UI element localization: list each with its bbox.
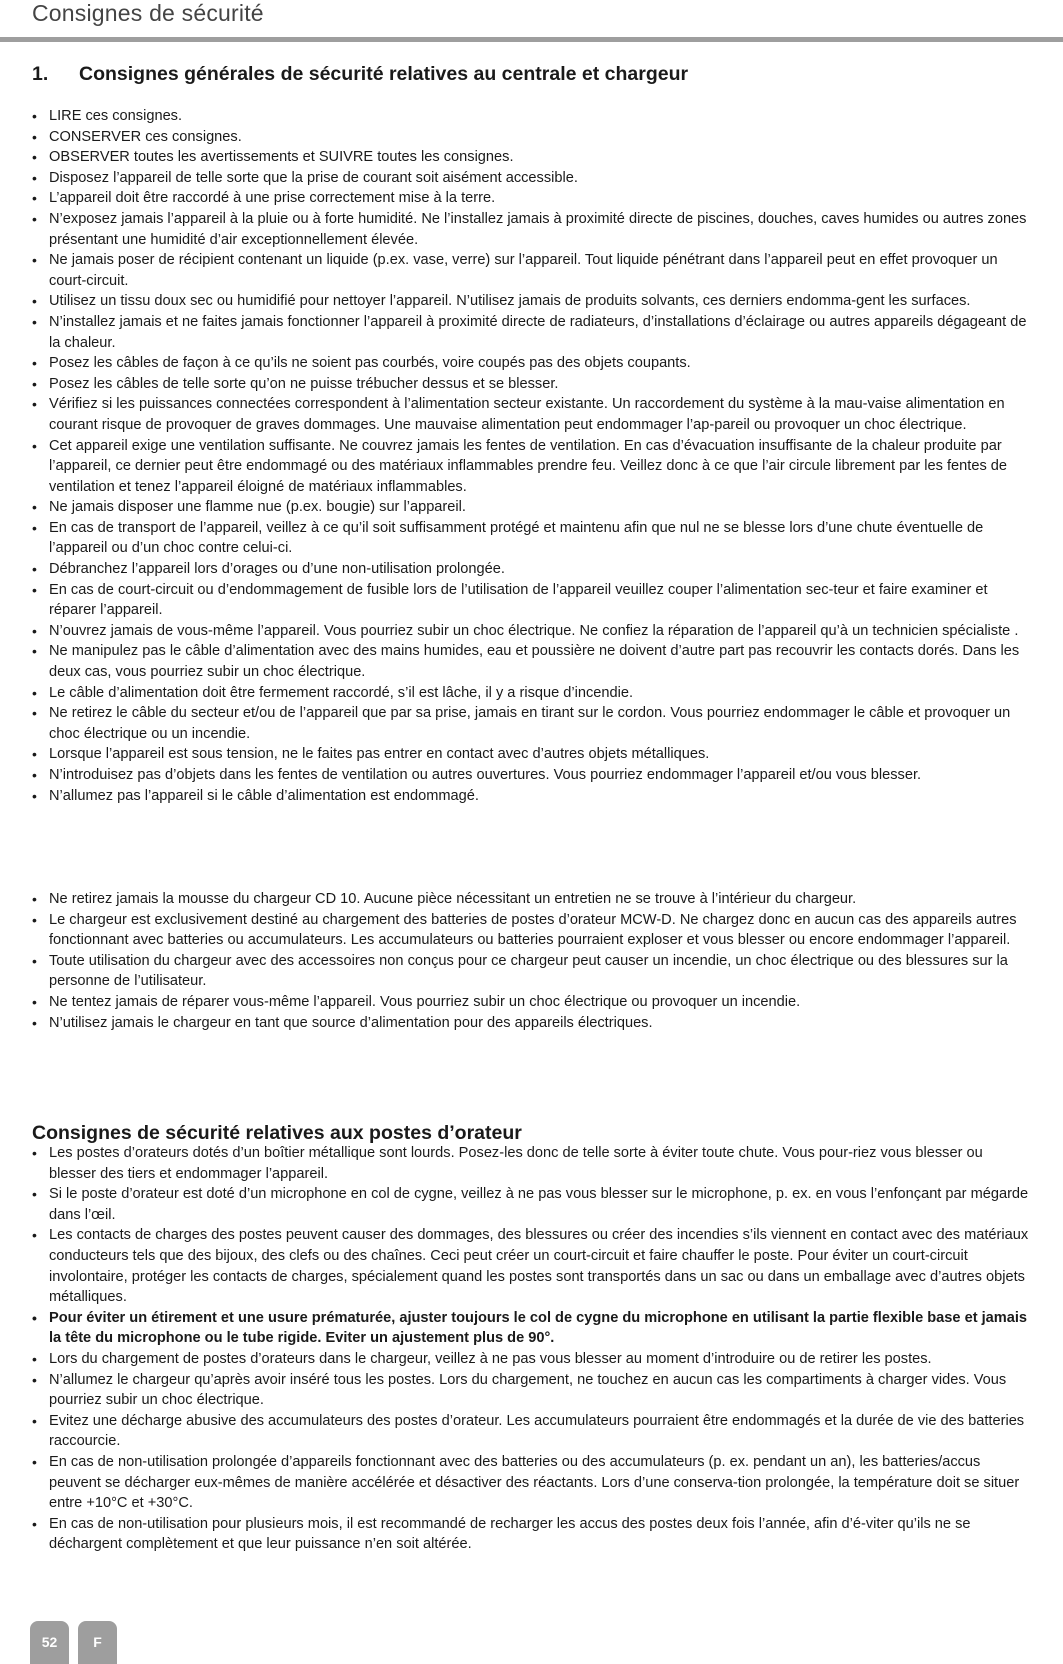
charger-safety-list bbox=[32, 889, 1031, 1033]
section-number: 1. bbox=[32, 63, 49, 85]
list-item: • Lors du chargement de postes d’orateurs dans le chargeur, veillez à ne pas vous blesser au moment d’introduire ou de retirer les postes. bbox=[32, 1349, 1031, 1370]
list-item: • Toute utilisation du chargeur avec des accessoires non conçus pour ce chargeur peut causer un incendie, un choc électrique ou des blessures sur la personne de l’utilisateur. bbox=[32, 951, 1031, 992]
list-item: • Lorsque l’appareil est sous tension, ne le faites pas entrer en contact avec d’autres objets métalliques. bbox=[32, 744, 1031, 765]
list-item: • N’allumez pas l’appareil si le câble d’alimentation est endommagé. bbox=[32, 786, 1031, 807]
list-item: • Ne retirez jamais la mousse du chargeur CD 10. Aucune pièce nécessitant un entretien ne se trouve à l’intérieur du chargeur. bbox=[32, 889, 1031, 910]
list-item: • Le chargeur est exclusivement destiné au chargement des batteries de postes d’orateur MCW-D. Ne chargez donc en aucun cas des appareils autres fonctionnant avec batteries ou accumulateurs. Les accumulateurs ou batteries pourraient exploser et vous blesser ou encore endommager l’appareil. bbox=[32, 910, 1031, 951]
list-item: • N’utilisez jamais le chargeur en tant que source d’alimentation pour des appareils électriques. bbox=[32, 1013, 1031, 1034]
list-item-bold-warning: • Pour éviter un étirement et une usure prématurée, ajuster toujours le col de cygne du microphone en utilisant la partie flexible base et jamais la tête du microphone ou le tube rigide. Eviter un ajustement plus de 90°. bbox=[32, 1308, 1031, 1349]
list-item: • En cas de non-utilisation prolongée d’appareils fonctionnant avec des batteries ou des accumulateurs (p. ex. pendant un an), les batteries/accus peuvent se décharger eux-mêmes de manière accélérée et désactiver des réactants. Lors d’une conserva-tion prolongée, la température doit se situer entre +10°C et +30°C. bbox=[32, 1452, 1031, 1514]
list-item: • CONSERVER ces consignes. bbox=[32, 127, 1031, 148]
list-item: • Posez les câbles de façon à ce qu’ils ne soient pas courbés, voire coupés pas des objets coupants. bbox=[32, 353, 1031, 374]
list-item: • Ne manipulez pas le câble d’alimentation avec des mains humides, eau et poussière ne doivent d’autre part pas recouvrir les contacts dorés. Dans les deux cas, vous pourriez subir un choc électrique. bbox=[32, 641, 1031, 682]
list-item: • N’introduisez pas d’objets dans les fentes de ventilation ou autres ouvertures. Vous pourriez endommager l’appareil et/ou vous blesser. bbox=[32, 765, 1031, 786]
page-number-badge: 52 bbox=[30, 1621, 69, 1664]
general-safety-list bbox=[32, 106, 1031, 806]
list-item: • Le câble d’alimentation doit être fermement raccordé, s’il est lâche, il y a risque d’incendie. bbox=[32, 683, 1031, 704]
list-item: • En cas de non-utilisation pour plusieurs mois, il est recommandé de recharger les accus des postes deux fois l’année, afin d’é-viter qu’ils ne se déchargent complètement et que leur puissance n’en soit altérée. bbox=[32, 1514, 1031, 1555]
list-item: • En cas de transport de l’appareil, veillez à ce qu’il soit suffisamment protégé et maintenu afin que nul ne se blesse lors d’une chute éventuelle de l’appareil ou d’un choc contre celui-ci. bbox=[32, 518, 1031, 559]
section-title-text: Consignes générales de sécurité relatives au centrale et chargeur bbox=[79, 63, 689, 85]
language-badge: F bbox=[78, 1621, 117, 1664]
list-item: • Les contacts de charges des postes peuvent causer des dommages, des blessures ou créer des incendies s’ils viennent en contact avec des matériaux conducteurs tels que des bijoux, des clefs ou des chaînes. Ceci peut créer un court-circuit et faire chauffer le poste. Pour éviter un court-circuit involontaire, protéger les contacts de charges, spécialement quand les postes sont transportés dans un sac ou dans un emballage avec d’autres objets métalliques. bbox=[32, 1225, 1031, 1307]
list-item: • Ne tentez jamais de réparer vous-même l’appareil. Vous pourriez subir un choc électrique ou provoquer un incendie. bbox=[32, 992, 1031, 1013]
list-item: • Posez les câbles de telle sorte qu’on ne puisse trébucher dessus et se blesser. bbox=[32, 374, 1031, 395]
list-item: • N’installez jamais et ne faites jamais fonctionner l’appareil à proximité directe de radiateurs, d’installations d’éclairage ou autres appareils dégageant de la chaleur. bbox=[32, 312, 1031, 353]
list-item: • En cas de court-circuit ou d’endommagement de fusible lors de l’utilisation de l’appareil veuillez couper l’alimentation sec-teur et faire examiner et réparer l’appareil. bbox=[32, 580, 1031, 621]
section-title bbox=[32, 61, 688, 87]
list-item: • Evitez une décharge abusive des accumulateurs des postes d’orateur. Les accumulateurs pourraient être endommagés et la durée de vie des batteries raccourcie. bbox=[32, 1411, 1031, 1452]
list-item: • N’exposez jamais l’appareil à la pluie ou à forte humidité. Ne l’installez jamais à proximité directe de piscines, douches, caves humides ou autres zones présentant une humidité d’air exceptionnellement élevée. bbox=[32, 209, 1031, 250]
speaker-station-safety-list bbox=[32, 1143, 1031, 1555]
list-item: • Si le poste d’orateur est doté d’un microphone en col de cygne, veillez à ne pas vous blesser sur le microphone, p. ex. en vous l’enfonçant par mégarde dans l’œil. bbox=[32, 1184, 1031, 1225]
header-rule bbox=[0, 37, 1063, 42]
list-item: • Débranchez l’appareil lors d’orages ou d’une non-utilisation prolongée. bbox=[32, 559, 1031, 580]
list-item: • N’ouvrez jamais de vous-même l’appareil. Vous pourriez subir un choc électrique. Ne confiez la réparation de l’appareil qu’à un technicien spécialiste . bbox=[32, 621, 1031, 642]
list-item: • Cet appareil exige une ventilation suffisante. Ne couvrez jamais les fentes de ventilation. En cas d’évacuation insuffisante de la chaleur produite par l’appareil, ce dernier peut être endommagé ou des matériaux inflammables prendre feu. Veillez donc à ce que l’air circule librement par les fentes de ventilation et tenez l’appareil éloigné de matériaux inflammables. bbox=[32, 436, 1031, 498]
list-item: • Ne jamais disposer une flamme nue (p.ex. bougie) sur l’appareil. bbox=[32, 497, 1031, 518]
list-item: • N’allumez le chargeur qu’après avoir inséré tous les postes. Lors du chargement, ne touchez en aucun cas les compartiments à charger vides. Vous pourriez subir un choc électrique. bbox=[32, 1370, 1031, 1411]
list-item: • L’appareil doit être raccordé à une prise correctement mise à la terre. bbox=[32, 188, 1031, 209]
header-title: Consignes de sécurité bbox=[32, 0, 264, 26]
list-item: • Ne retirez le câble du secteur et/ou de l’appareil que par sa prise, jamais en tirant sur le cordon. Vous pourriez endommager le câble et provoquer un choc électrique ou un incendie. bbox=[32, 703, 1031, 744]
list-item: • OBSERVER toutes les avertissements et SUIVRE toutes les consignes. bbox=[32, 147, 1031, 168]
list-item: • Ne jamais poser de récipient contenant un liquide (p.ex. vase, verre) sur l’appareil. Tout liquide pénétrant dans l’appareil peut en effet provoquer un court-circuit. bbox=[32, 250, 1031, 291]
list-item: • Vérifiez si les puissances connectées correspondent à l’alimentation secteur existante. Un raccordement du système à la mau-vaise alimentation en courant risque de provoquer de graves dommages. Une mauvaise alimentation peut endommager l’ap-pareil ou provoquer un choc électrique. bbox=[32, 394, 1031, 435]
subsection-title: Consignes de sécurité relatives aux postes d’orateur bbox=[32, 1122, 522, 1144]
list-item: • LIRE ces consignes. bbox=[32, 106, 1031, 127]
list-item: • Utilisez un tissu doux sec ou humidifié pour nettoyer l’appareil. N’utilisez jamais de produits solvants, ces derniers endomma-gent les surfaces. bbox=[32, 291, 1031, 312]
list-item: • Disposez l’appareil de telle sorte que la prise de courant soit aisément accessible. bbox=[32, 168, 1031, 189]
list-item: • Les postes d’orateurs dotés d’un boîtier métallique sont lourds. Posez-les donc de telle sorte à éviter toute chute. Vous pour-riez vous blesser ou blesser des tiers et endommager l’appareil. bbox=[32, 1143, 1031, 1184]
